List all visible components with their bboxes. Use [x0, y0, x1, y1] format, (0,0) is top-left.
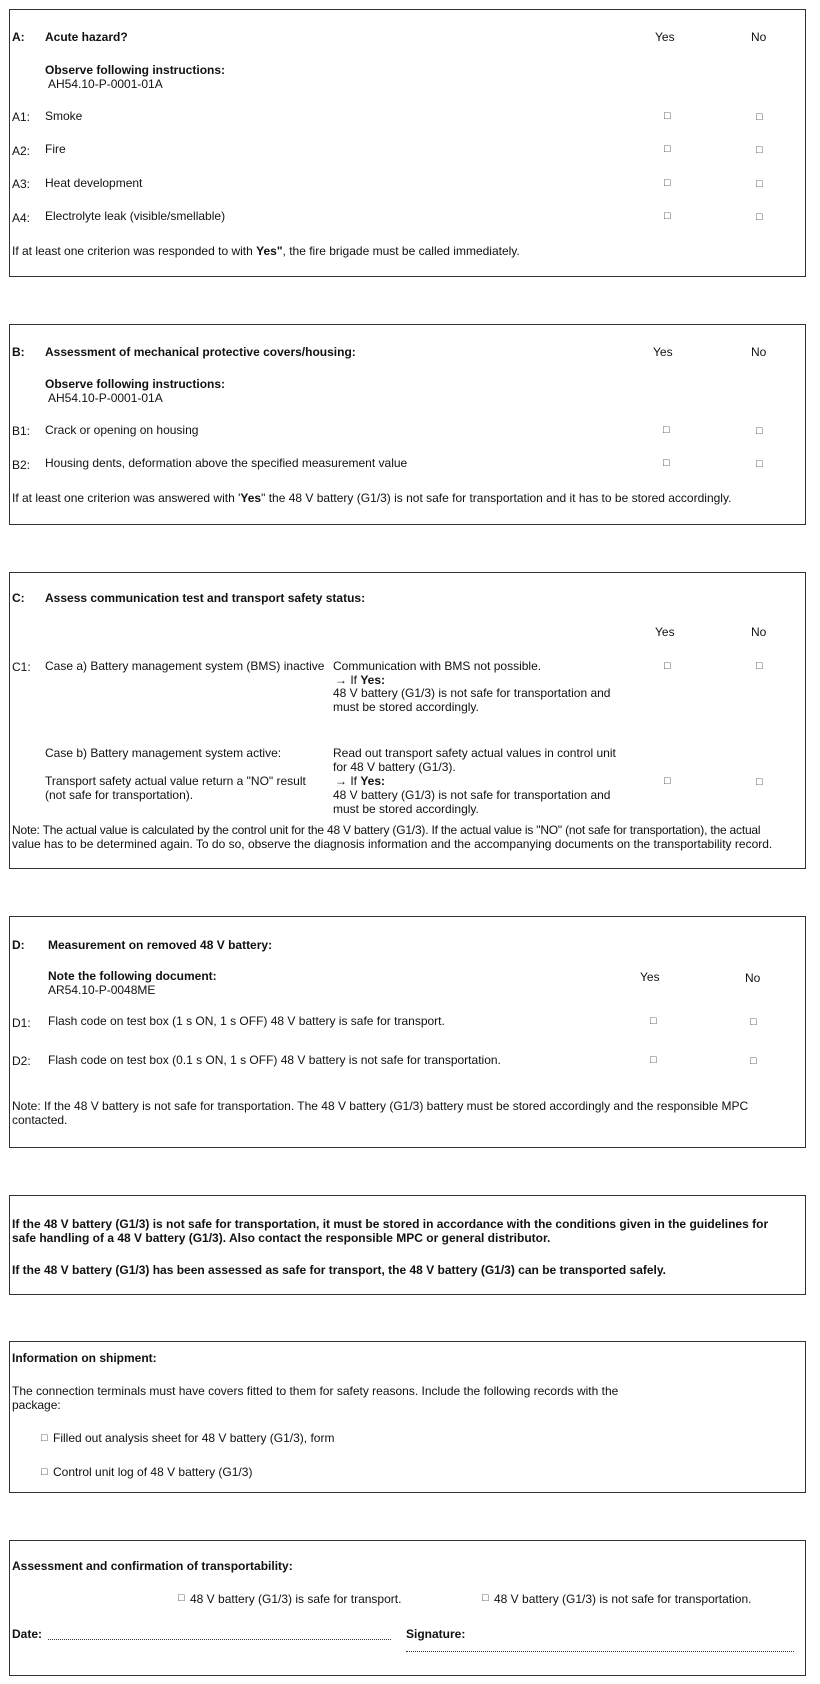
item-code: B1:	[12, 424, 31, 438]
item-code: B2:	[12, 458, 31, 472]
section-a-instructions-doc: AH54.10-P-0001-01A	[48, 77, 163, 91]
d1-no-checkbox[interactable]: □	[750, 1016, 757, 1028]
case-b-consequence-2: must be stored accordingly.	[333, 802, 479, 816]
item-code: D2:	[12, 1054, 31, 1068]
not-safe-option-label: 48 V battery (G1/3) is not safe for transportation.	[494, 1592, 752, 1606]
item-code: A1:	[12, 110, 31, 124]
a3-yes-checkbox[interactable]: □	[664, 177, 671, 189]
confirmation-box	[9, 1540, 806, 1676]
section-d-instructions-label: Note the following document:	[48, 969, 217, 983]
item-label: Fire	[45, 142, 66, 156]
record-2-label: Control unit log of 48 V battery (G1/3)	[53, 1465, 253, 1479]
item-label: Flash code on test box (1 s ON, 1 s OFF) 48 V battery is safe for transport.	[48, 1014, 445, 1028]
section-d-instructions-doc: AR54.10-P-0048ME	[48, 983, 156, 997]
item-label: Smoke	[45, 109, 83, 123]
safe-option-checkbox[interactable]: □	[178, 1592, 185, 1604]
section-a-title: Acute hazard?	[45, 30, 128, 44]
record-2-checkbox[interactable]: □	[41, 1466, 48, 1478]
a3-no-checkbox[interactable]: □	[756, 178, 763, 190]
not-safe-option-checkbox[interactable]: □	[482, 1592, 489, 1604]
case-a-result: Communication with BMS not possible.	[333, 659, 542, 673]
section-d-note-2: contacted.	[12, 1113, 68, 1127]
record-1-checkbox[interactable]: □	[41, 1432, 48, 1444]
section-c-no-header: No	[751, 625, 767, 639]
section-d-title: Measurement on removed 48 V battery:	[48, 938, 273, 952]
item-label: Flash code on test box (0.1 s ON, 1 s OFF) 48 V battery is not safe for transportation.	[48, 1053, 501, 1067]
c1-case-b-no-checkbox[interactable]: □	[756, 776, 763, 788]
item-code: A3:	[12, 177, 31, 191]
confirmation-title: Assessment and confirmation of transportability:	[12, 1559, 293, 1573]
b1-no-checkbox[interactable]: □	[756, 425, 763, 437]
section-b-instructions-label: Observe following instructions:	[45, 377, 226, 391]
section-c-yes-header: Yes	[655, 625, 675, 639]
case-a-consequence-2: must be stored accordingly.	[333, 700, 479, 714]
d2-no-checkbox[interactable]: □	[750, 1055, 757, 1067]
signature-field[interactable]	[406, 1651, 794, 1652]
section-d	[9, 916, 806, 1148]
case-a-if-yes: → If Yes:	[335, 673, 386, 687]
item-code: A4:	[12, 211, 31, 225]
case-b-consequence-1: 48 V battery (G1/3) is not safe for transportation and	[333, 788, 611, 802]
item-code: D1:	[12, 1016, 31, 1030]
section-c-code: C:	[12, 591, 25, 605]
shipment-text-2: package:	[12, 1398, 61, 1412]
section-d-no-header: No	[745, 971, 761, 985]
case-a-label: Case a) Battery management system (BMS) inactive	[45, 659, 325, 673]
record-1-label: Filled out analysis sheet for 48 V battery (G1/3), form	[53, 1431, 335, 1445]
section-b-no-header: No	[751, 345, 767, 359]
case-b-if-yes: → If Yes:	[335, 774, 386, 788]
a2-no-checkbox[interactable]: □	[756, 144, 763, 156]
section-b-instructions-doc: AH54.10-P-0001-01A	[48, 391, 163, 405]
case-b-result-2: (not safe for transportation).	[45, 788, 194, 802]
c1-case-a-yes-checkbox[interactable]: □	[664, 660, 671, 672]
c1-case-b-yes-checkbox[interactable]: □	[664, 775, 671, 787]
section-b-title: Assessment of mechanical protective covers/housing:	[45, 345, 356, 359]
b2-yes-checkbox[interactable]: □	[663, 457, 670, 469]
section-b-note: If at least one criterion was answered with 'Yes" the 48 V battery (G1/3) is not safe for transportation and it has to be stored accordingly.	[12, 491, 732, 505]
section-b-code: B:	[12, 345, 25, 359]
item-label: Housing dents, deformation above the specified measurement value	[45, 456, 408, 470]
d1-yes-checkbox[interactable]: □	[650, 1015, 657, 1027]
case-a-consequence-1: 48 V battery (G1/3) is not safe for transportation and	[333, 686, 611, 700]
section-c-note-2: value has to be determined again. To do so, observe the diagnosis information and the accompanying documents on the transportability record.	[12, 837, 773, 851]
safe-option-label: 48 V battery (G1/3) is safe for transport.	[190, 1592, 402, 1606]
case-b-result-1: Transport safety actual value return a "NO" result	[45, 774, 306, 788]
a4-yes-checkbox[interactable]: □	[664, 210, 671, 222]
summary-box	[9, 1195, 806, 1295]
c1-code: C1:	[12, 660, 31, 674]
item-label: Crack or opening on housing	[45, 423, 199, 437]
summary-paragraph-1-line-1: If the 48 V battery (G1/3) is not safe for transportation, it must be stored in accordance with the conditions given in the guidelines for	[12, 1217, 769, 1231]
c1-case-a-no-checkbox[interactable]: □	[756, 660, 763, 672]
b1-yes-checkbox[interactable]: □	[663, 424, 670, 436]
section-a-no-header: No	[751, 30, 767, 44]
section-c-note-1: Note: The actual value is calculated by the control unit for the 48 V battery (G1/3). If the actual value is "NO" (not safe for transportation), the actual	[12, 823, 761, 837]
section-c-title: Assess communication test and transport safety status:	[45, 591, 366, 605]
b2-no-checkbox[interactable]: □	[756, 458, 763, 470]
section-a	[9, 9, 806, 277]
section-d-yes-header: Yes	[640, 970, 660, 984]
section-a-instructions-label: Observe following instructions:	[45, 63, 226, 77]
date-field[interactable]	[48, 1639, 391, 1640]
item-label: Heat development	[45, 176, 143, 190]
section-a-code: A:	[12, 30, 25, 44]
shipment-title: Information on shipment:	[12, 1351, 157, 1365]
case-b-action-2: for 48 V battery (G1/3).	[333, 760, 456, 774]
a1-no-checkbox[interactable]: □	[756, 111, 763, 123]
item-code: A2:	[12, 144, 31, 158]
date-label: Date:	[12, 1627, 43, 1641]
a2-yes-checkbox[interactable]: □	[664, 143, 671, 155]
shipment-text-1: The connection terminals must have covers fitted to them for safety reasons. Include the following records with the	[12, 1384, 619, 1398]
section-b	[9, 324, 806, 525]
section-b-yes-header: Yes	[653, 345, 673, 359]
signature-label: Signature:	[406, 1627, 466, 1641]
section-d-note-1: Note: If the 48 V battery is not safe for transportation. The 48 V battery (G1/3) battery must be stored accordingly and the responsible MPC	[12, 1099, 749, 1113]
case-b-label: Case b) Battery management system active:	[45, 746, 282, 760]
section-c	[9, 572, 806, 869]
summary-paragraph-2: If the 48 V battery (G1/3) has been assessed as safe for transport, the 48 V battery (G1/3) can be transported safely.	[12, 1263, 667, 1277]
section-a-yes-header: Yes	[655, 30, 675, 44]
section-d-code: D:	[12, 938, 25, 952]
d2-yes-checkbox[interactable]: □	[650, 1054, 657, 1066]
section-a-note: If at least one criterion was responded to with Yes", the fire brigade must be called immediately.	[12, 244, 520, 258]
shipment-box	[9, 1341, 806, 1493]
item-label: Electrolyte leak (visible/smellable)	[45, 209, 226, 223]
case-b-action-1: Read out transport safety actual values in control unit	[333, 746, 616, 760]
a1-yes-checkbox[interactable]: □	[664, 110, 671, 122]
a4-no-checkbox[interactable]: □	[756, 211, 763, 223]
summary-paragraph-1-line-2: safe handling of a 48 V battery (G1/3). Also contact the responsible MPC or general distributor.	[12, 1231, 551, 1245]
